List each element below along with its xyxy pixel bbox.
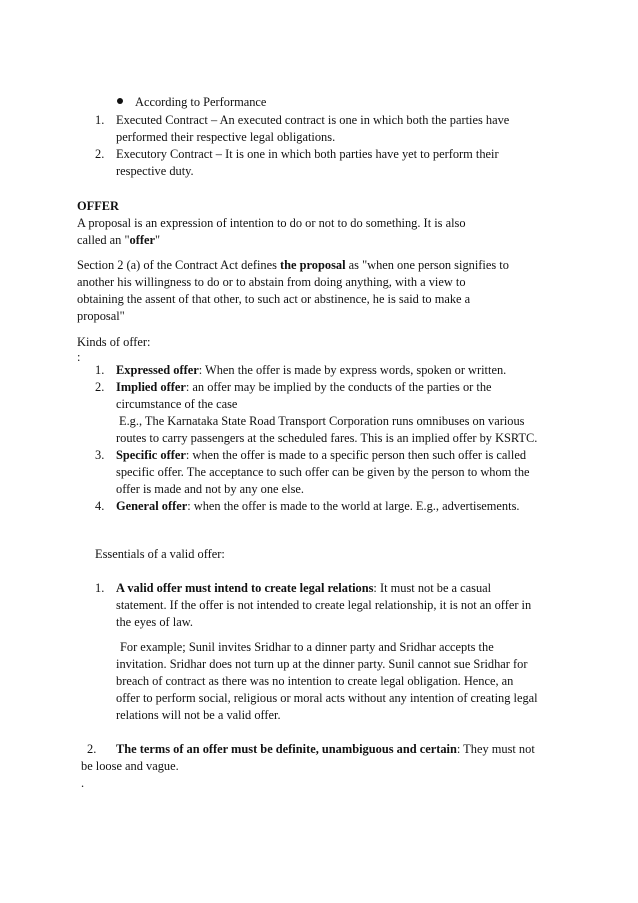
paragraph-line: A proposal is an expression of intention to do or not to do something. It is also — [77, 216, 466, 230]
example-text: relations will not be a valid offer. — [116, 708, 281, 722]
list-item-text: Implied offer: an offer may be implied by the conducts of the parties or the — [116, 380, 492, 394]
list-item-text: circumstance of the case — [116, 397, 238, 411]
subheading: Essentials of a valid offer: — [95, 547, 225, 561]
list-number: 2. — [95, 147, 105, 161]
list-item-text: Expressed offer: When the offer is made by express words, spoken or written. — [116, 363, 507, 377]
list-item-text: Specific offer: when the offer is made to a specific person then such offer is called — [116, 448, 527, 462]
paragraph-line: called an "offer" — [77, 233, 161, 247]
subheading: Kinds of offer: — [77, 335, 151, 349]
example-text: routes to carry passengers at the scheduled fares. This is an implied offer by KSRTC. — [116, 431, 538, 445]
list-item-text: Executed Contract – An executed contract is one in which both the parties have — [116, 113, 510, 127]
list-item-text: statement. If the offer is not intended to create legal relationship, it is not an offer in — [116, 598, 532, 612]
list-item-text: performed their respective legal obligations. — [116, 130, 336, 144]
list-item-text: offer is made and not by any one else. — [116, 482, 304, 496]
list-number: 1. — [95, 581, 105, 595]
section-heading: OFFER — [77, 199, 119, 213]
example-text: E.g., The Karnataka State Road Transport Corporation runs omnibuses on various — [119, 414, 525, 428]
trailing-period: . — [81, 776, 85, 790]
list-number: 1. — [95, 363, 105, 377]
paragraph-line: proposal" — [77, 309, 125, 323]
example-text: breach of contract as there was no intention to create legal obligation. Hence, an — [116, 674, 514, 688]
list-number: 2. — [87, 742, 97, 756]
bullet-text: According to Performance — [135, 95, 267, 109]
list-item-text: respective duty. — [116, 164, 194, 178]
example-text: offer to perform social, religious or moral acts without any intention of creating legal — [116, 691, 538, 705]
list-number: 1. — [95, 113, 105, 127]
list-item-text: the eyes of law. — [116, 615, 193, 629]
list-item-text: General offer: when the offer is made to the world at large. E.g., advertisements. — [116, 499, 520, 513]
list-item-text: A valid offer must intend to create legal relations: It must not be a casual — [116, 581, 492, 595]
list-item-text: Executory Contract – It is one in which both parties have yet to perform their — [116, 147, 499, 161]
bullet-icon — [117, 98, 123, 104]
colon-mark: : — [77, 350, 81, 364]
list-number: 2. — [95, 380, 105, 394]
paragraph-line: another his willingness to do or to abstain from doing anything, with a view to — [77, 275, 466, 289]
list-item-text: The terms of an offer must be definite, unambiguous and certain: They must not — [116, 742, 535, 756]
paragraph-line: obtaining the assent of that other, to such act or abstinence, he is said to make a — [77, 292, 471, 306]
example-text: invitation. Sridhar does not turn up at the dinner party. Sunil cannot sue Sridhar for — [116, 657, 528, 671]
list-number: 3. — [95, 448, 105, 462]
list-item-text: specific offer. The acceptance to such offer can be given by the person to whom the — [116, 465, 530, 479]
example-text: For example; Sunil invites Sridhar to a dinner party and Sridhar accepts the — [120, 640, 494, 654]
list-item-text: be loose and vague. — [81, 759, 179, 773]
paragraph-line: Section 2 (a) of the Contract Act defines the proposal as "when one person signifies to — [77, 258, 509, 272]
list-number: 4. — [95, 499, 105, 513]
